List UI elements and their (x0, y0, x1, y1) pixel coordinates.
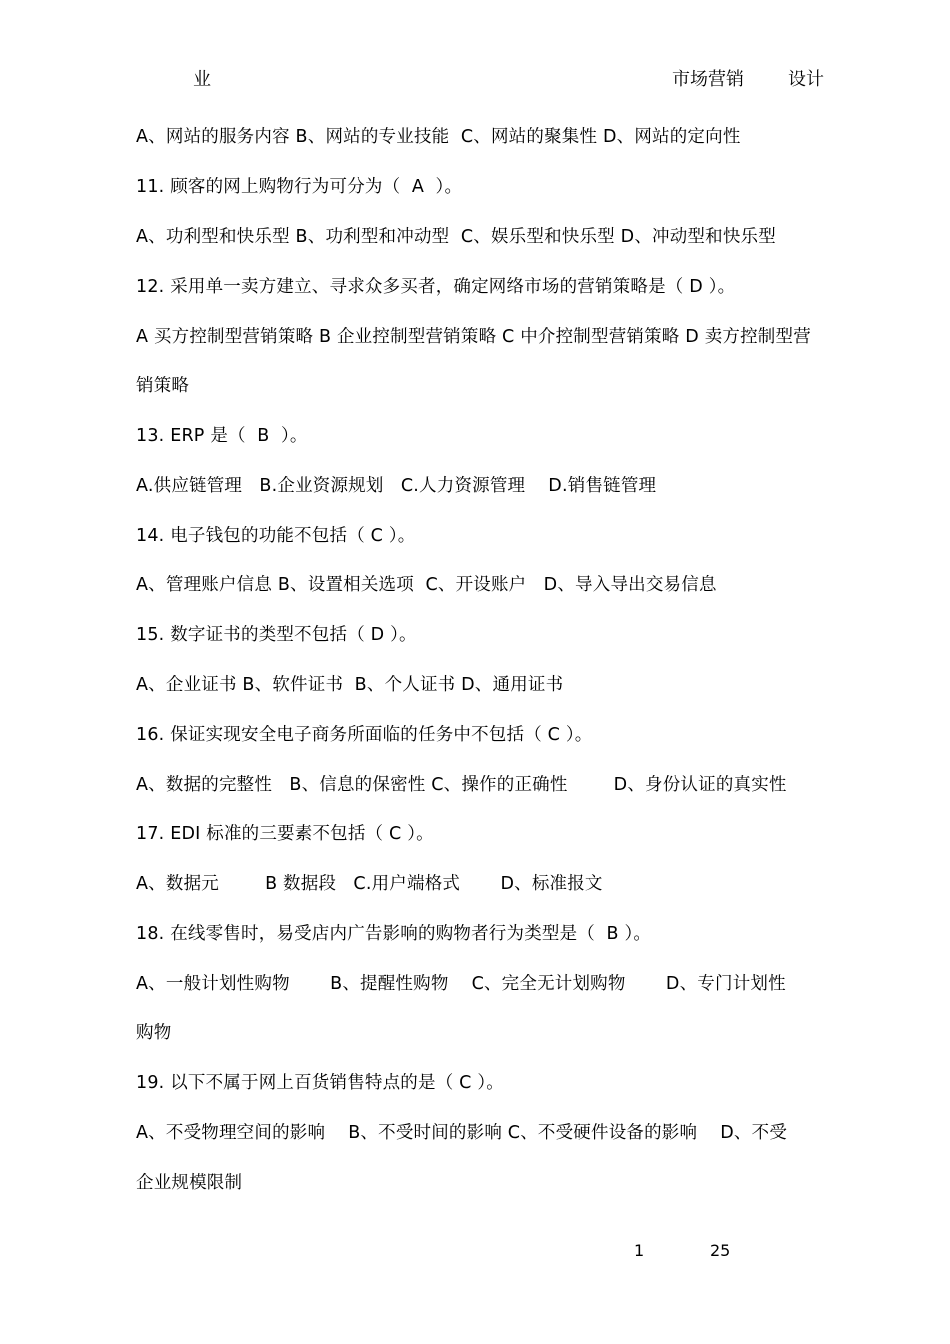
question-18: 18. 在线零售时，易受店内广告影响的购物者行为类型是（ B ）。 (136, 924, 652, 944)
text-line: A、不受物理空间的影响 B、不受时间的影响 C、不受硬件设备的影响 D、不受 (136, 1123, 788, 1143)
question-12: 12. 采用单一卖方建立、寻求众多买者，确定网络市场的营销策略是（ D ）。 (136, 277, 736, 297)
header-center: 市场营销 (672, 69, 744, 90)
text-line: A、管理账户信息 B、设置相关选项 C、开设账户 D、导入导出交易信息 (136, 575, 717, 595)
text-line: A、网站的服务内容 B、网站的专业技能 C、网站的聚集性 D、网站的定向性 (136, 127, 741, 147)
question-13: 13. ERP 是（ B ）。 (136, 426, 308, 446)
text-line: A、企业证书 B、软件证书 B、个人证书 D、通用证书 (136, 675, 564, 695)
text-line: 销策略 (136, 376, 190, 396)
question-16: 16. 保证实现安全电子商务所面临的任务中不包括（ C ）。 (136, 725, 593, 745)
page-total: 25 (710, 1241, 731, 1260)
text-line: A.供应链管理 B.企业资源规划 C.人力资源管理 D.销售链管理 (136, 476, 657, 496)
text-line: A、一般计划性购物 B、提醒性购物 C、完全无计划购物 D、专门计划性 (136, 974, 786, 994)
text-line: 企业规模限制 (136, 1173, 243, 1193)
text-line: 购物 (136, 1023, 172, 1043)
question-14: 14. 电子钱包的功能不包括（ C ）。 (136, 526, 416, 546)
question-11: 11. 顾客的网上购物行为可分为（ A ）。 (136, 177, 463, 197)
header-left: 业 (193, 69, 211, 90)
question-17: 17. EDI 标准的三要素不包括（ C ）。 (136, 824, 434, 844)
text-line: A、数据元 B 数据段 C.用户端格式 D、标准报文 (136, 874, 603, 894)
page-number: 1 (634, 1241, 645, 1260)
question-19: 19. 以下不属于网上百货销售特点的是（ C ）。 (136, 1073, 504, 1093)
text-line: A、数据的完整性 B、信息的保密性 C、操作的正确性 D、身份认证的真实性 (136, 775, 787, 795)
text-line: A 买方控制型营销策略 B 企业控制型营销策略 C 中介控制型营销策略 D 卖方控制型营 (136, 327, 811, 347)
text-line: A、功利型和快乐型 B、功利型和冲动型 C、娱乐型和快乐型 D、冲动型和快乐型 (136, 227, 776, 247)
header-right: 设计 (788, 69, 824, 90)
question-15: 15. 数字证书的类型不包括（ D ）。 (136, 625, 417, 645)
